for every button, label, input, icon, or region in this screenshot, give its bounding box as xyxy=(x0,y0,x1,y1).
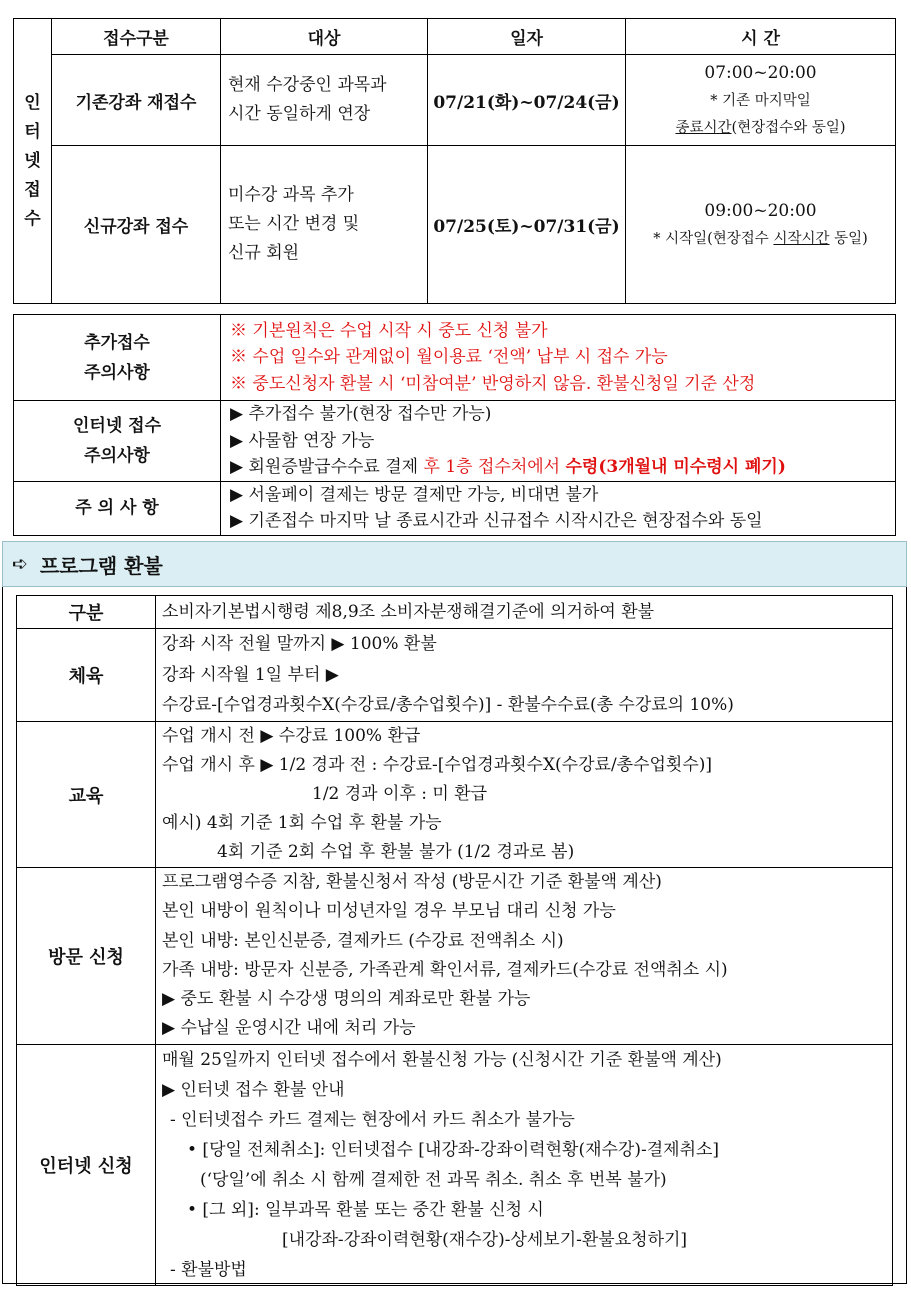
notice-label: 추가접수 주의사항 xyxy=(14,315,221,401)
refund-label: 방문 신청 xyxy=(17,868,156,1045)
notice-content: ▶ 추가접수 불가(현장 접수만 가능) ▶ 사물함 연장 가능 ▶ 회원증발급수수료 결제 후 1층 접수처에서 수령(3개월내 미수령시 폐기) xyxy=(221,401,896,482)
header-type: 접수구분 xyxy=(52,19,221,55)
date-cell: 07/25(토)~07/31(금) xyxy=(428,146,626,304)
notice-label: 인터넷 접수 주의사항 xyxy=(14,401,221,482)
target-cell: 현재 수강중인 과목과 시간 동일하게 연장 xyxy=(221,55,428,146)
notice-row xyxy=(14,481,896,535)
notice-content: ▶ 서울페이 결제는 방문 결제만 가능, 비대면 불가 ▶ 기존접수 마지막 날 종료시간과 신규접수 시작시간은 현장접수와 동일 xyxy=(221,481,896,535)
refund-content: 매월 25일까지 인터넷 접수에서 환불신청 가능 (신청시간 기준 환불액 계산) ▶ 인터넷 접수 환불 안내 - 인터넷접수 카드 결제는 현장에서 카드 취소가 불가능 • [당일 전체취소]: 인터넷접수 [내강좌-강좌이력현황(재수강)-결제취소] (‘당일’에 취소 시 함께 결제한 전 과목 취소. 취소 후 번복 불가) • [그 외]: 일부과목 환불 또는 중간 환불 신청 시 [내강좌-강좌이력현황(재수강)-상세보기-환불요청하기] - 환불방법 xyxy=(156,1044,893,1285)
notice-content: ※ 기본원칙은 수업 시작 시 중도 신청 불가 ※ 수업 일수와 관계없이 월이용료 ‘전액’ 납부 시 접수 가능 ※ 중도신청자 환불 시 ‘미참여분’ 반영하지 않음. 환불신청일 기준 산정 xyxy=(221,315,896,401)
refund-label: 체육 xyxy=(17,629,156,722)
refund-label: 인터넷 신청 xyxy=(17,1044,156,1285)
refund-header-label: 구분 xyxy=(17,596,156,629)
refund-header-row xyxy=(17,596,893,629)
time-cell: 09:00~20:00 * 시작일(현장접수 시작시간 동일) xyxy=(626,146,896,304)
refund-content: 강좌 시작 전월 말까지 ▶ 100% 환불 강좌 시작월 1일 부터 ▶ 수강료-[수업경과횟수X(수강료/총수업횟수)] - 환불수수료(총 수강료의 10%) xyxy=(156,629,893,722)
refund-row-visit xyxy=(17,868,893,1045)
intake-row-existing xyxy=(14,55,896,146)
notice-row xyxy=(14,315,896,401)
target-cell: 미수강 과목 추가 또는 시간 변경 및 신규 회원 xyxy=(221,146,428,304)
type-cell: 신규강좌 접수 xyxy=(52,146,221,304)
date-cell: 07/21(화)~07/24(금) xyxy=(428,55,626,146)
refund-row-education xyxy=(17,722,893,868)
header-time: 시 간 xyxy=(626,19,896,55)
intake-row-new xyxy=(14,146,896,304)
intake-side-label: 인 터 넷 접 수 xyxy=(14,19,52,304)
refund-table xyxy=(16,595,893,1286)
refund-row-internet xyxy=(17,1044,893,1285)
refund-header-text: 소비자기본법시행령 제8,9조 소비자분쟁해결기준에 의거하여 환불 xyxy=(156,596,893,629)
refund-content: 수업 개시 전 ▶ 수강료 100% 환급 수업 개시 후 ▶ 1/2 경과 전 : 수강료-[수업경과횟수X(수강료/총수업횟수)] 1/2 경과 이후 : 미 환급 예시) 4회 기준 1회 수업 후 환불 가능 4회 기준 2회 수업 후 환불 불가 (1/2 경과로 봄) xyxy=(156,722,893,868)
refund-section-header xyxy=(2,541,907,587)
intake-table xyxy=(13,18,896,304)
section-title: 프로그램 환불 xyxy=(39,553,163,578)
arrow-icon: ➪ xyxy=(12,553,28,575)
type-cell: 기존강좌 재접수 xyxy=(52,55,221,146)
time-cell: 07:00~20:00 * 기존 마지막일 종료시간(현장접수와 동일) xyxy=(626,55,896,146)
notice-row xyxy=(14,401,896,482)
refund-row-sports xyxy=(17,629,893,722)
refund-label: 교육 xyxy=(17,722,156,868)
notice-table xyxy=(13,314,896,536)
header-date: 일자 xyxy=(428,19,626,55)
header-target: 대상 xyxy=(221,19,428,55)
notice-label: 주 의 사 항 xyxy=(14,481,221,535)
refund-content: 프로그램영수증 지참, 환불신청서 작성 (방문시간 기준 환불액 계산) 본인 내방이 원칙이나 미성년자일 경우 부모님 대리 신청 가능 본인 내방: 본인신분증, 결제카드 (수강료 전액취소 시) 가족 내방: 방문자 신분증, 가족관계 확인서류, 결제카드(수강료 전액취소 시) ▶ 중도 환불 시 수강생 명의의 계좌로만 환불 가능 ▶ 수납실 운영시간 내에 처리 가능 xyxy=(156,868,893,1045)
